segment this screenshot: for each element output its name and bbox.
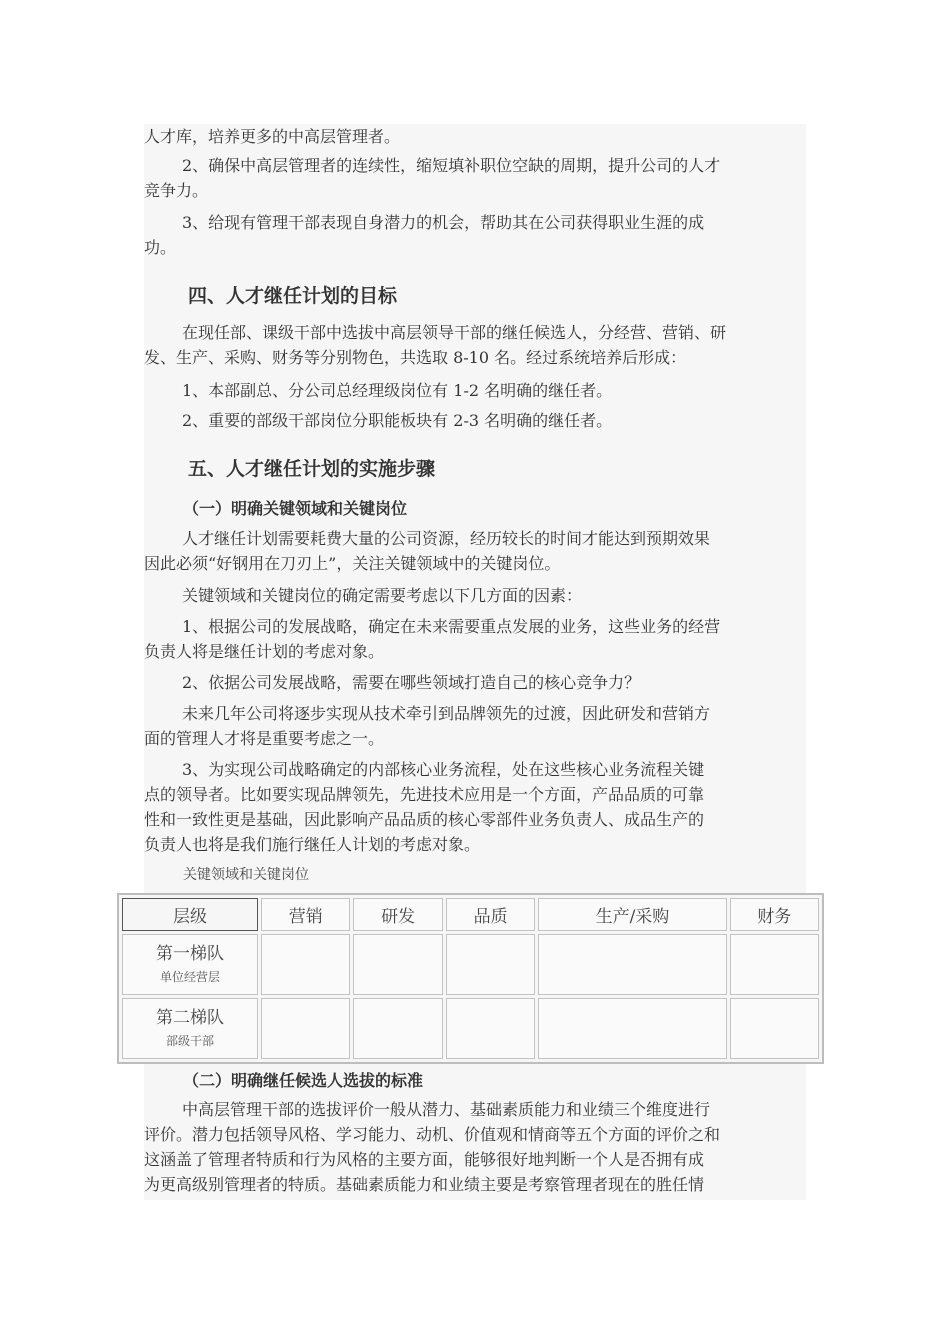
table-row xyxy=(122,934,819,995)
table-caption: 关键领域和关键岗位 xyxy=(183,867,309,883)
table-cell xyxy=(353,998,442,1059)
row-label-cell xyxy=(122,934,258,995)
paragraph-line: 负责人也将是我们施行继任人计划的考虑对象。 xyxy=(144,835,481,854)
table-cell xyxy=(261,998,350,1059)
paragraph-line: 性和一致性更是基础，因此影响产品品质的核心零部件业务负责人、成品生产的 xyxy=(144,810,705,829)
paragraph-line: 为更高级别管理者的特质。基础素质能力和业绩主要是考察管理者现在的胜任情 xyxy=(144,1175,705,1194)
row-subtitle: 单位经营层 xyxy=(159,969,220,984)
row-title: 第二梯队 xyxy=(156,1007,224,1028)
paragraph-line: 在现任部、课级干部中选拔中高层领导干部的继任候选人，分经营、营销、研 xyxy=(182,323,727,342)
table-cell xyxy=(730,934,819,995)
section-heading-4: 四、人才继任计划的目标 xyxy=(188,285,398,307)
paragraph-line: 中高层管理干部的选拔评价一般从潜力、基础素质能力和业绩三个维度进行 xyxy=(182,1100,711,1119)
table-row xyxy=(122,998,819,1059)
key-positions-table xyxy=(117,893,824,1064)
paragraph-line: 人才库，培养更多的中高层管理者。 xyxy=(144,127,401,146)
row-title: 第一梯队 xyxy=(156,943,224,964)
table-header-cell: 品质 xyxy=(446,898,535,931)
table-cell xyxy=(446,998,535,1059)
table-cell xyxy=(353,934,442,995)
paragraph-line: 1、本部副总、分公司总经理级岗位有 1-2 名明确的继任者。 xyxy=(182,381,613,400)
paragraph-line: 2、依据公司发展战略，需要在哪些领域打造自己的核心竞争力？ xyxy=(182,673,641,692)
paragraph-line: 因此必须“好钢用在刀刃上”，关注关键领域中的关键岗位。 xyxy=(144,554,561,573)
paragraph-line: 竞争力。 xyxy=(144,181,209,200)
table-header-cell: 财务 xyxy=(730,898,819,931)
table-header-cell: 营销 xyxy=(261,898,350,931)
paragraph-line: 3、给现有管理干部表现自身潜力的机会，帮助其在公司获得职业生涯的成 xyxy=(182,213,705,232)
paragraph-line: 发、生产、采购、财务等分别物色，共选取 8-10 名。经过系统培养后形成： xyxy=(144,348,687,367)
paragraph-line: 2、重要的部级干部岗位分职能板块有 2-3 名明确的继任者。 xyxy=(182,411,613,430)
table-cell xyxy=(538,998,726,1059)
paragraph-line: 面的管理人才将是重要考虑之一。 xyxy=(144,729,385,748)
section-heading-5: 五、人才继任计划的实施步骤 xyxy=(188,458,436,480)
paragraph-line: 未来几年公司将逐步实现从技术牵引到品牌领先的过渡，因此研发和营销方 xyxy=(182,704,711,723)
paragraph-line: 人才继任计划需要耗费大量的公司资源，经历较长的时间才能达到预期效果 xyxy=(182,529,711,548)
subsection-heading-1: （一）明确关键领域和关键岗位 xyxy=(183,499,408,518)
table-header-cell: 研发 xyxy=(353,898,442,931)
paragraph-line: 点的领导者。比如要实现品牌领先，先进技术应用是一个方面，产品品质的可靠 xyxy=(144,785,705,804)
table-cell xyxy=(538,934,726,995)
paragraph-line: 3、为实现公司战略确定的内部核心业务流程，处在这些核心业务流程关键 xyxy=(182,760,705,779)
table-cell xyxy=(446,934,535,995)
paragraph-line: 1、根据公司的发展战略，确定在未来需要重点发展的业务，这些业务的经营 xyxy=(182,617,721,636)
table-cell xyxy=(730,998,819,1059)
paragraph-line: 这涵盖了管理者特质和行为风格的主要方面，能够很好地判断一个人是否拥有成 xyxy=(144,1150,705,1169)
paragraph-line: 2、确保中高层管理者的连续性，缩短填补职位空缺的周期，提升公司的人才 xyxy=(182,156,721,175)
paragraph-line: 负责人将是继任计划的考虑对象。 xyxy=(144,642,385,661)
row-label-cell xyxy=(122,998,258,1059)
table-header-cell: 生产/采购 xyxy=(538,898,726,931)
subsection-heading-2: （二）明确继任候选人选拔的标准 xyxy=(183,1071,424,1090)
paragraph-line: 关键领域和关键岗位的确定需要考虑以下几方面的因素： xyxy=(182,586,583,605)
paragraph-line: 功。 xyxy=(144,238,177,257)
table-header-cell: 层级 xyxy=(122,898,258,931)
paragraph-line: 评价。潜力包括领导风格、学习能力、动机、价值观和情商等五个方面的评价之和 xyxy=(144,1125,721,1144)
row-subtitle: 部级干部 xyxy=(165,1033,214,1048)
table-cell xyxy=(261,934,350,995)
